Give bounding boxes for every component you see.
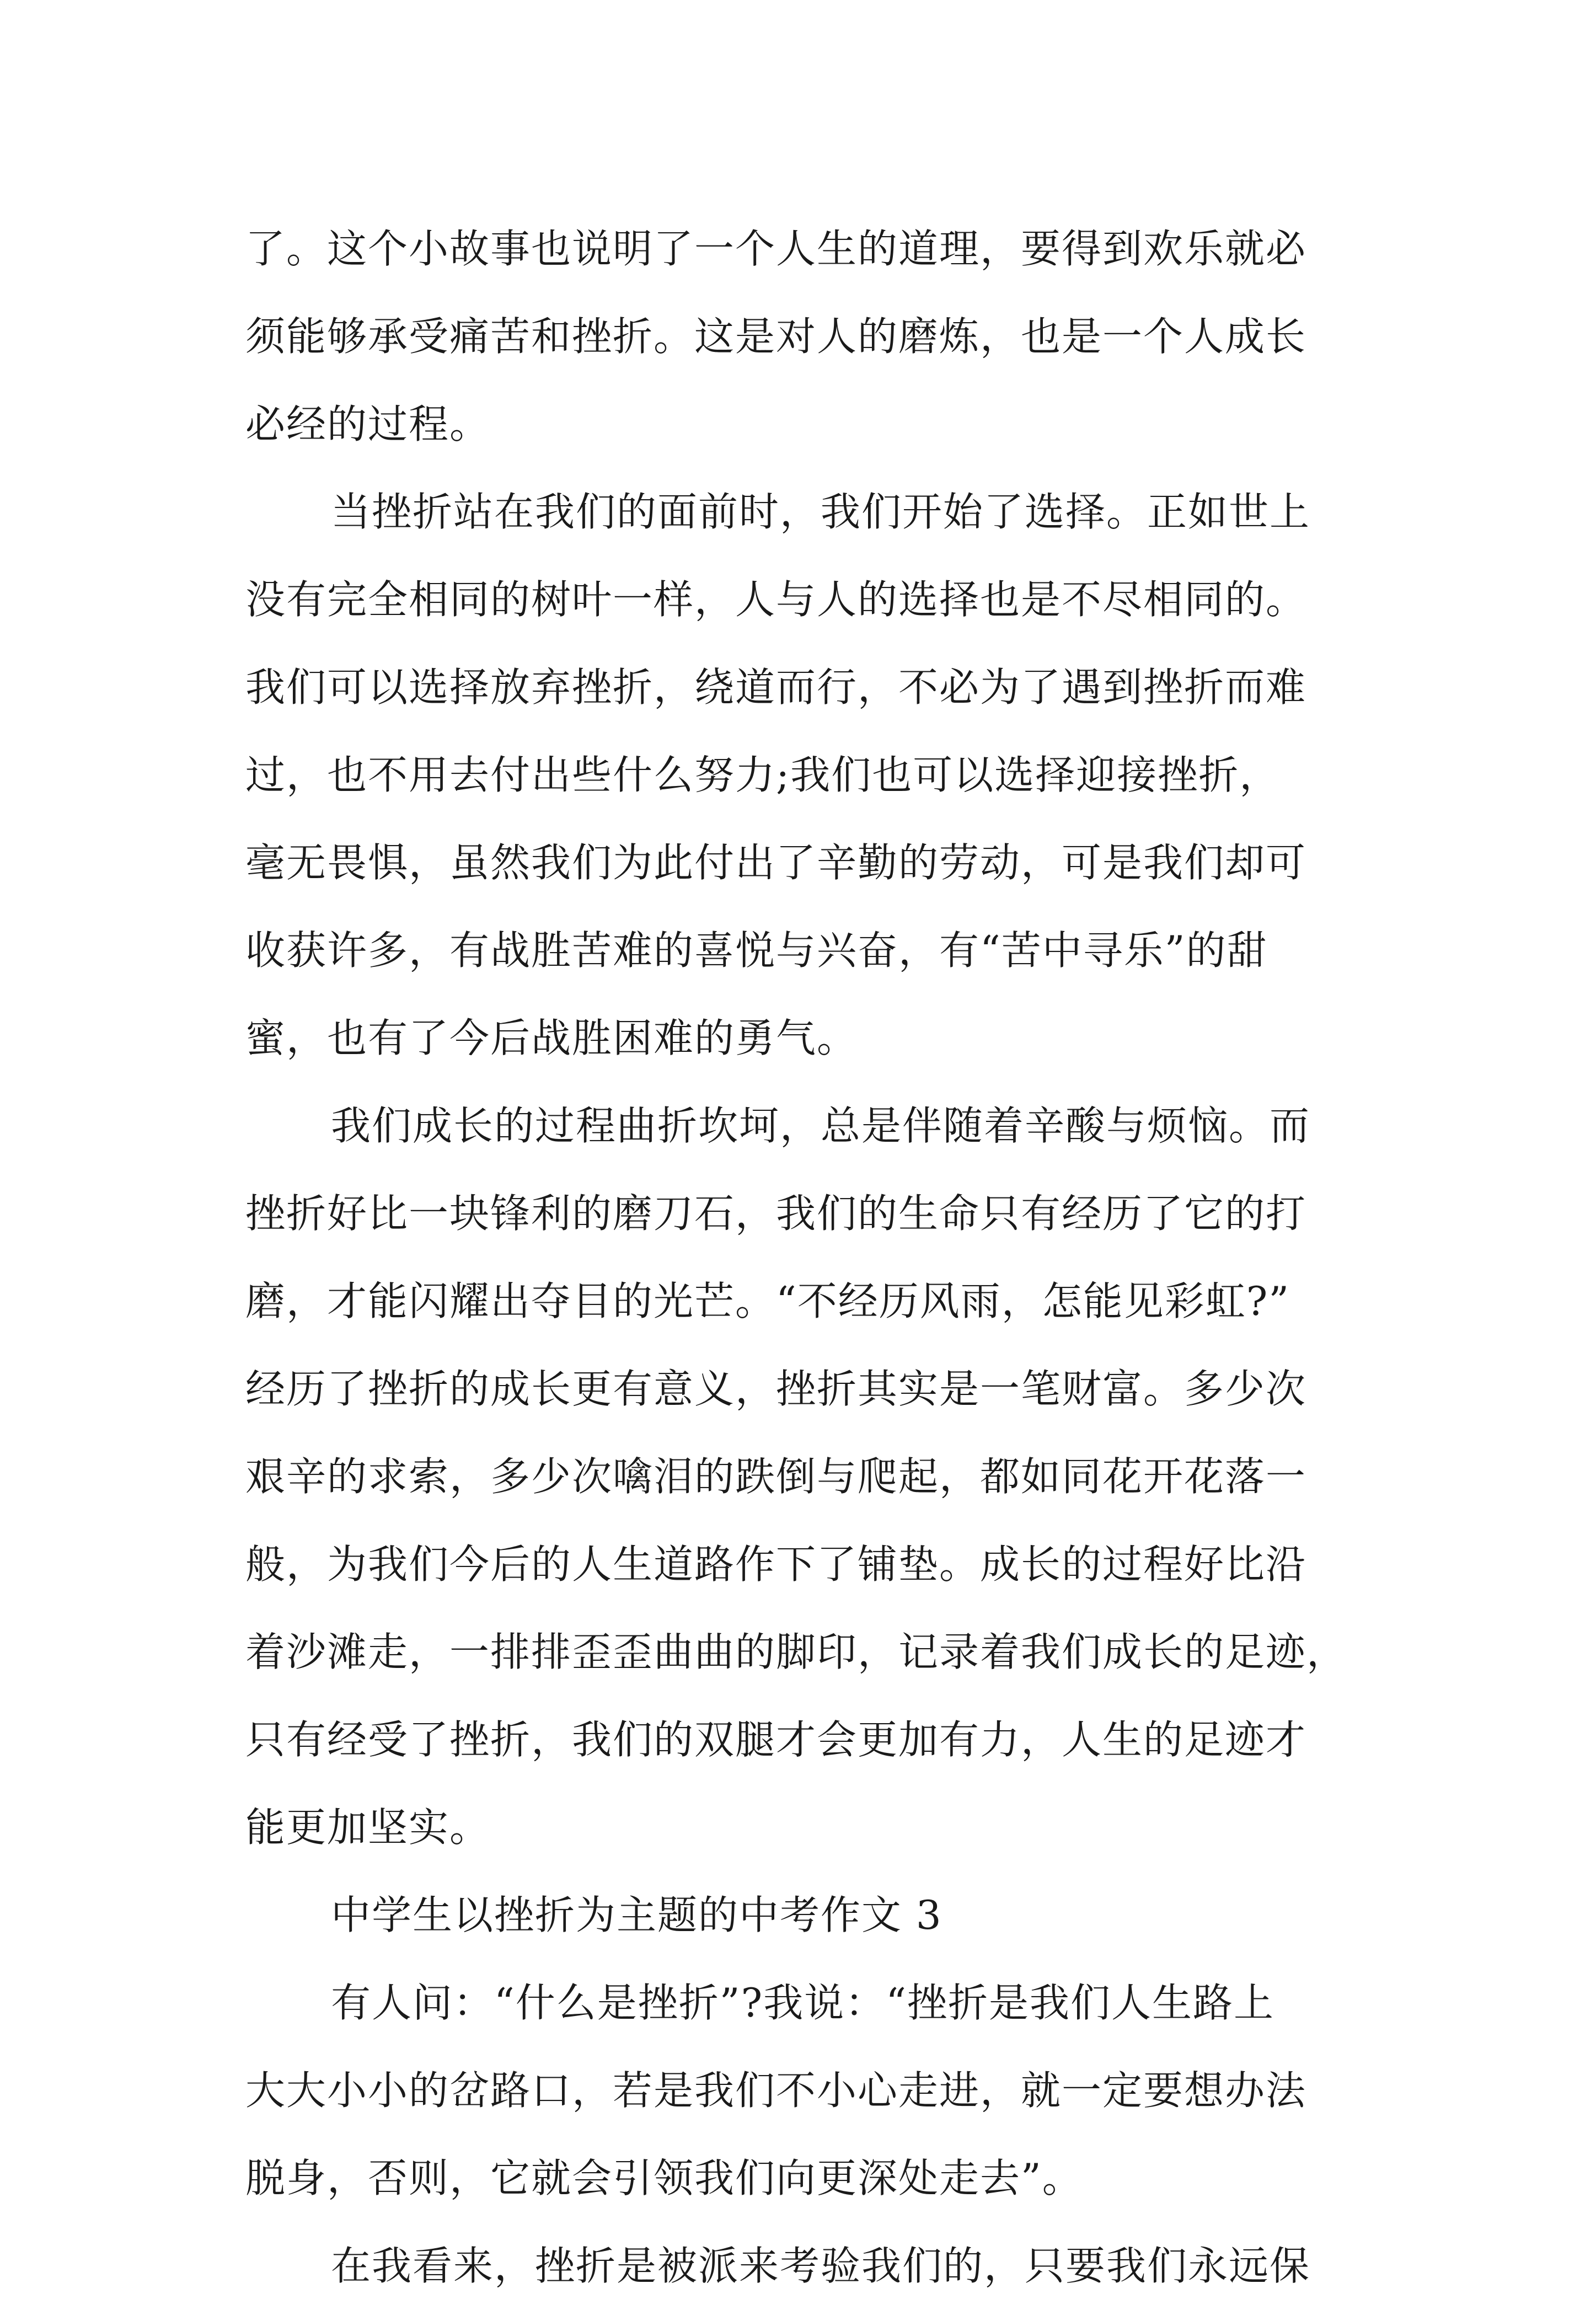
text-line: 挫折好比一块锋利的磨刀石，我们的生命只有经历了它的打 — [245, 1190, 1307, 1237]
text-line: 当挫折站在我们的面前时，我们开始了选择。正如世上 — [331, 489, 1311, 535]
text-line: 着沙滩走，一排排歪歪曲曲的脚印，记录着我们成长的足迹， — [245, 1629, 1348, 1675]
text-line: 收获许多，有战胜苦难的喜悦与兴奋，有“苦中寻乐”的甜 — [245, 927, 1268, 974]
text-line: 我们可以选择放弃挫折，绕道而行，不必为了遇到挫折而难 — [245, 664, 1307, 710]
document-body — [245, 205, 1359, 2310]
text-line: 脱身，否则，它就会引领我们向更深处走去”。 — [245, 2155, 1083, 2201]
text-line: 了。这个小故事也说明了一个人生的道理，要得到欢乐就必 — [245, 226, 1307, 272]
text-line: 过，也不用去付出些什么努力;我们也可以选择迎接挫折， — [245, 752, 1281, 798]
text-line: 大大小小的岔路口，若是我们不小心走进，就一定要想办法 — [245, 2067, 1307, 2114]
text-line: 磨，才能闪耀出夺目的光芒。“不经历风雨，怎能见彩虹?” — [245, 1278, 1290, 1324]
text-line: 须能够承受痛苦和挫折。这是对人的磨炼，也是一个人成长 — [245, 313, 1307, 360]
text-line: 我们成长的过程曲折坎坷，总是伴随着辛酸与烦恼。而 — [331, 1103, 1311, 1149]
text-line: 只有经受了挫折，我们的双腿才会更加有力，人生的足迹才 — [245, 1717, 1307, 1763]
text-line: 般，为我们今后的人生道路作下了铺垫。成长的过程好比沿 — [245, 1541, 1307, 1587]
text-line: 能更加坚实。 — [245, 1804, 491, 1851]
text-line: 毫无畏惧，虽然我们为此付出了辛勤的劳动，可是我们却可 — [245, 839, 1307, 886]
text-line: 艰辛的求索，多少次噙泪的跌倒与爬起，都如同花开花落一 — [245, 1453, 1307, 1500]
text-line: 经历了挫折的成长更有意义，挫折其实是一笔财富。多少次 — [245, 1366, 1307, 1412]
text-line: 必经的过程。 — [245, 401, 491, 447]
text-line: 蜜，也有了今后战胜困难的勇气。 — [245, 1015, 858, 1061]
text-line: 在我看来，挫折是被派来考验我们的，只要我们永远保 — [331, 2243, 1311, 2289]
text-line: 有人问：“什么是挫折”?我说：“挫折是我们人生路上 — [331, 1980, 1275, 2026]
text-line: 没有完全相同的树叶一样，人与人的选择也是不尽相同的。 — [245, 576, 1307, 623]
text-line: 中学生以挫折为主题的中考作文 3 — [331, 1892, 942, 1938]
